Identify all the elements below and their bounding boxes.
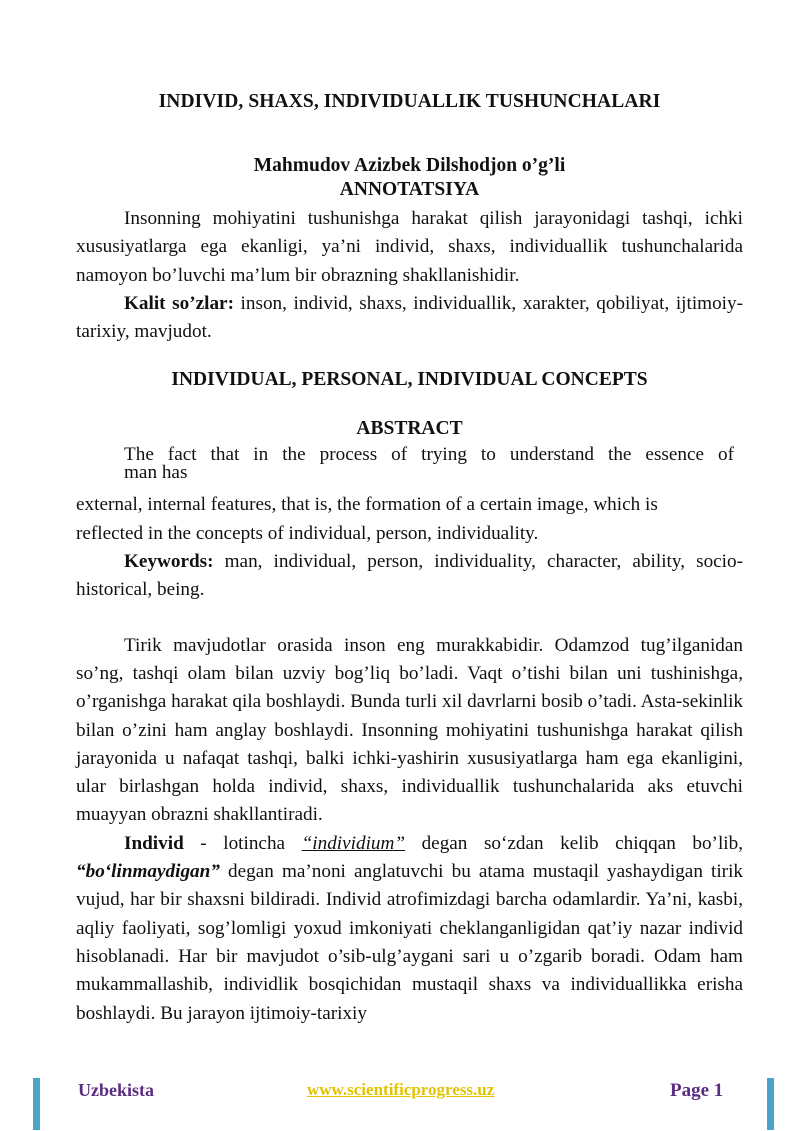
abstract-first-lines bbox=[124, 446, 734, 481]
footer-page-number: Page 1 bbox=[670, 1080, 724, 1101]
annotation-heading: ANNOTATSIYA bbox=[339, 179, 480, 200]
page-body bbox=[76, 88, 743, 1028]
abstract-line-4: reflected in the concepts of individual, person, individuality. bbox=[76, 522, 539, 544]
english-title: INDIVIDUAL, PERSONAL, INDIVIDUAL CONCEPTS bbox=[171, 369, 648, 391]
article-title: INDIVID, SHAXS, INDIVIDUALLIK TUSHUNCHALARI bbox=[158, 91, 661, 112]
footer-right-bar bbox=[767, 1078, 774, 1130]
keywords-en bbox=[76, 548, 743, 605]
abstract-heading: ABSTRACT bbox=[356, 418, 463, 440]
abstract-line-2: man has bbox=[124, 461, 188, 483]
body-paragraph-2 bbox=[76, 830, 743, 1028]
annotation-text: Insonning mohiyatini tushunishga harakat qilish jarayonidagi tashqi, ichki xususiyatlarga ega ekanligi, ya’ni individ, shaxs, individuallik tushunchalarida namoyon bo’luvchi ma’lum bir obrazning shakllanishidir. bbox=[76, 208, 743, 286]
keywords-uz bbox=[76, 290, 743, 347]
keywords-en-label: Keywords: bbox=[124, 551, 214, 573]
author-name: Mahmudov Azizbek Dilshodjon o’g’li bbox=[253, 155, 566, 176]
footer-country: Uzbekista bbox=[78, 1080, 154, 1100]
page-footer bbox=[0, 1074, 800, 1114]
term-meaning: “bo‘linmaydigan” bbox=[76, 861, 220, 883]
body-paragraph-2-part-a: - lotincha bbox=[183, 832, 302, 854]
body-paragraph-1: Tirik mavjudotlar orasida inson eng murakkabidir. Odamzod tug’ilganidan so’ng, tashqi olam bilan uzviy bog’liq bo’ladi. Vaqt o’tishi bilan uni tushinishga, o’rganishga harakat qila boshlaydi. Bunda turli xil davrlarni bosib o’tadi. Asta-sekinlik bilan o’zini ham anglay boshlaydi. Insonning mohiyatini tushunishga harakat qilish jarayonida u nafaqat tashqi, balki ichki-yashirin xususiyatlarga ham ega ekanligini, ular birlashgan holda individ, shaxs, individuallik tushunchalarida aks etuvchi muayyan obrazni shakllantiradi. bbox=[76, 634, 743, 826]
footer-website-link[interactable]: www.scientificprogress.uz bbox=[307, 1080, 495, 1099]
keywords-uz-label: Kalit so’zlar: bbox=[124, 292, 234, 314]
term-individ: Individ bbox=[124, 832, 184, 854]
abstract-line-1: The fact that in the process of trying to understand the essence of bbox=[124, 444, 734, 466]
keywords-en-text: man, individual, person, individuality, character, ability, socio- historical, being. bbox=[76, 551, 743, 601]
keywords-uz-text: inson, individ, shaxs, individuallik, xarakter, qobiliyat, ijtimoiy- tarixiy, mavjudot. bbox=[76, 292, 743, 343]
footer-left-bar bbox=[33, 1078, 40, 1130]
latin-term: “individium” bbox=[301, 832, 406, 854]
body-paragraph-2-part-c: degan ma’noni anglatuvchi bu atama mustaqil yashaydigan tirik vujud, har bir shaxsni bildiradi. Individ atrofimizdagi barcha odamlardir. Ya’ni, kasbi, aqliy faoliyati, sog’lomligi yoxud imkoniyati cheklanganligidan qat’iy nazar individ hisoblanadi. Har bir mavjudot o’sib-ulg’aygani sari u o’zgarib boradi. Odam ham mukammallashib, individlik bosqichidan mustaqil shaxs va individuallikka erisha boshlaydi. Bu jarayon ijtimoiy-tarixiy bbox=[76, 861, 743, 1024]
abstract-rest bbox=[76, 491, 743, 548]
abstract-line-3: external, internal features, that is, the formation of a certain image, which is bbox=[76, 494, 658, 516]
body-paragraph-2-part-b: degan so‘zdan kelib chiqqan bo’lib, bbox=[405, 832, 744, 854]
